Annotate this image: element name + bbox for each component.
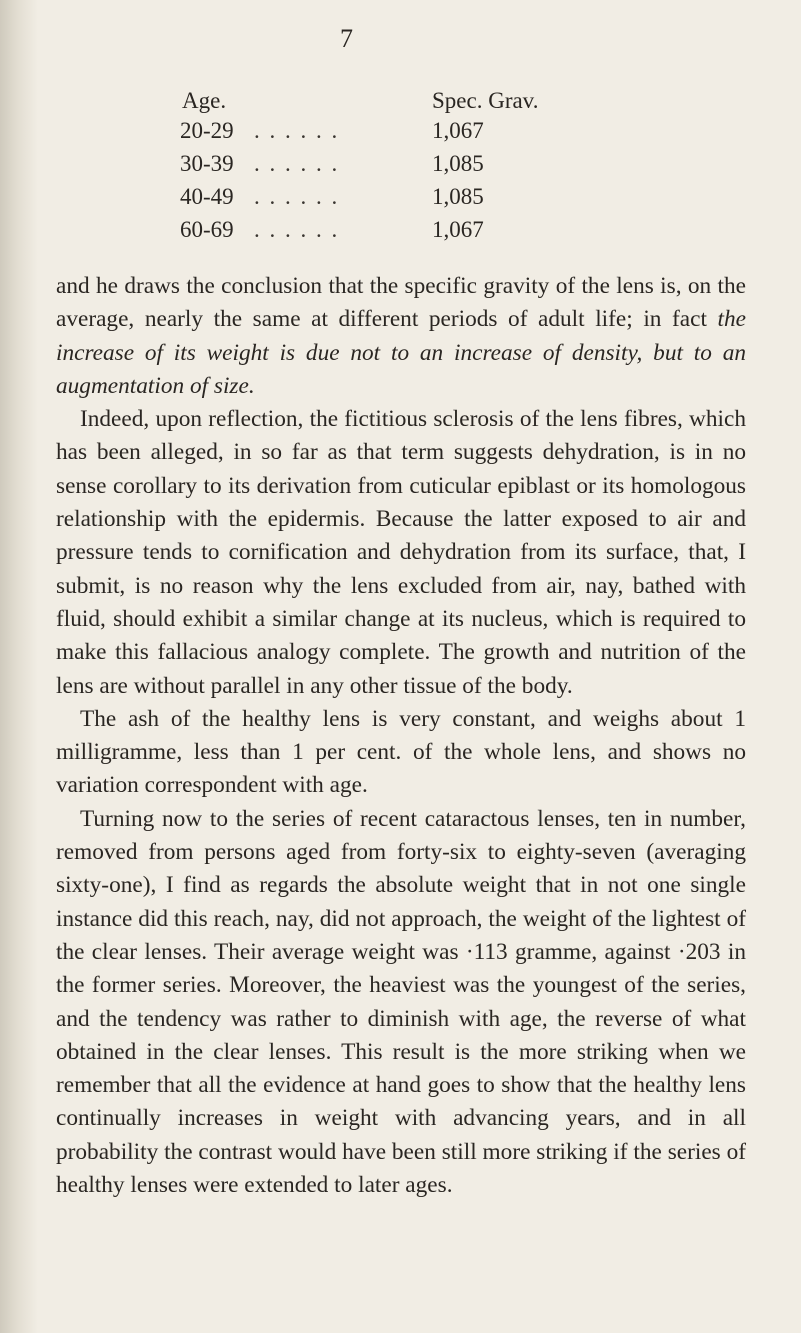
age-cell: 60-69	[180, 216, 234, 242]
age-cell: 20-29	[180, 117, 234, 143]
age-cell: 40-49	[180, 183, 234, 209]
paragraph: Indeed, upon reflection, the fictitious sclerosis of the lens fibres, which has been alleged, in so far as that term suggests dehydration, is in no sense corollary to its derivation from cuticular epiblast or its homologous relationship with the epidermis. Because the latter exposed to air and pressure tends to cornification and dehydration from its surface, that, I submit, is no reason why the lens excluded from air, nay, bathed with fluid, should exhibit a similar change at its nucleus, which is required to make this fallacious analogy complete. The growth and nutrition of the lens are without parallel in any other tissue of the body.	[56, 406, 746, 699]
spec-grav-column-header: Spec. Grav.	[432, 88, 539, 113]
spec-grav-cell: 1,085	[432, 183, 484, 209]
age-cell: 30-39	[180, 150, 234, 176]
table-header	[180, 82, 560, 114]
spec-grav-cell: 1,085	[432, 150, 484, 176]
paragraph-text: and he draws the conclusion that the specific gravity of the lens is, on the average, nearly the same at different periods of adult life; in fact	[56, 273, 746, 333]
paragraph: Turning now to the series of recent cataractous lenses, ten in number, removed from persons aged from forty-six to eighty-seven (averaging sixty-one), I find as regards the absolute weight that in not one single instance did this reach, nay, did not approach, the weight of the lightest of the clear lenses. Their average weight was ·113 gramme, against ·203 in the former series. Moreover, the heaviest was the youngest of the series, and the tendency was rather to diminish with age, the reverse of what obtained in the clear lenses. This result is the more striking when we remember that all the evidence at hand goes to show that the healthy lens continually increases in weight with advancing years, and in all probability the contrast would have been still more striking if the series of healthy lenses were extended to later ages.	[56, 805, 746, 1199]
leader-dots: . . . . . .	[254, 216, 340, 242]
leader-dots: . . . . . .	[254, 117, 340, 143]
page-number: 7	[340, 24, 353, 53]
spec-grav-cell: 1,067	[432, 117, 484, 143]
italic-conclusion: the increase of its weight is due not to an increase of density, but to an augmentation of size.	[56, 306, 746, 399]
leader-dots: . . . . . .	[254, 183, 340, 209]
age-column-header: Age.	[182, 88, 227, 113]
page-spine-shadow	[0, 0, 38, 1333]
spec-grav-cell: 1,067	[432, 216, 484, 242]
table-row	[180, 213, 560, 246]
table-row	[180, 180, 560, 213]
table-row	[180, 114, 560, 147]
paragraph	[56, 270, 746, 403]
leader-dots: . . . . . .	[254, 150, 340, 176]
paragraph: The ash of the healthy lens is very constant, and weighs about 1 milligramme, less than 1 per cent. of the whole lens, and shows no variation correspondent with age.	[56, 705, 746, 799]
specific-gravity-table	[180, 82, 560, 246]
table-row	[180, 147, 560, 180]
body-text	[56, 270, 746, 1202]
